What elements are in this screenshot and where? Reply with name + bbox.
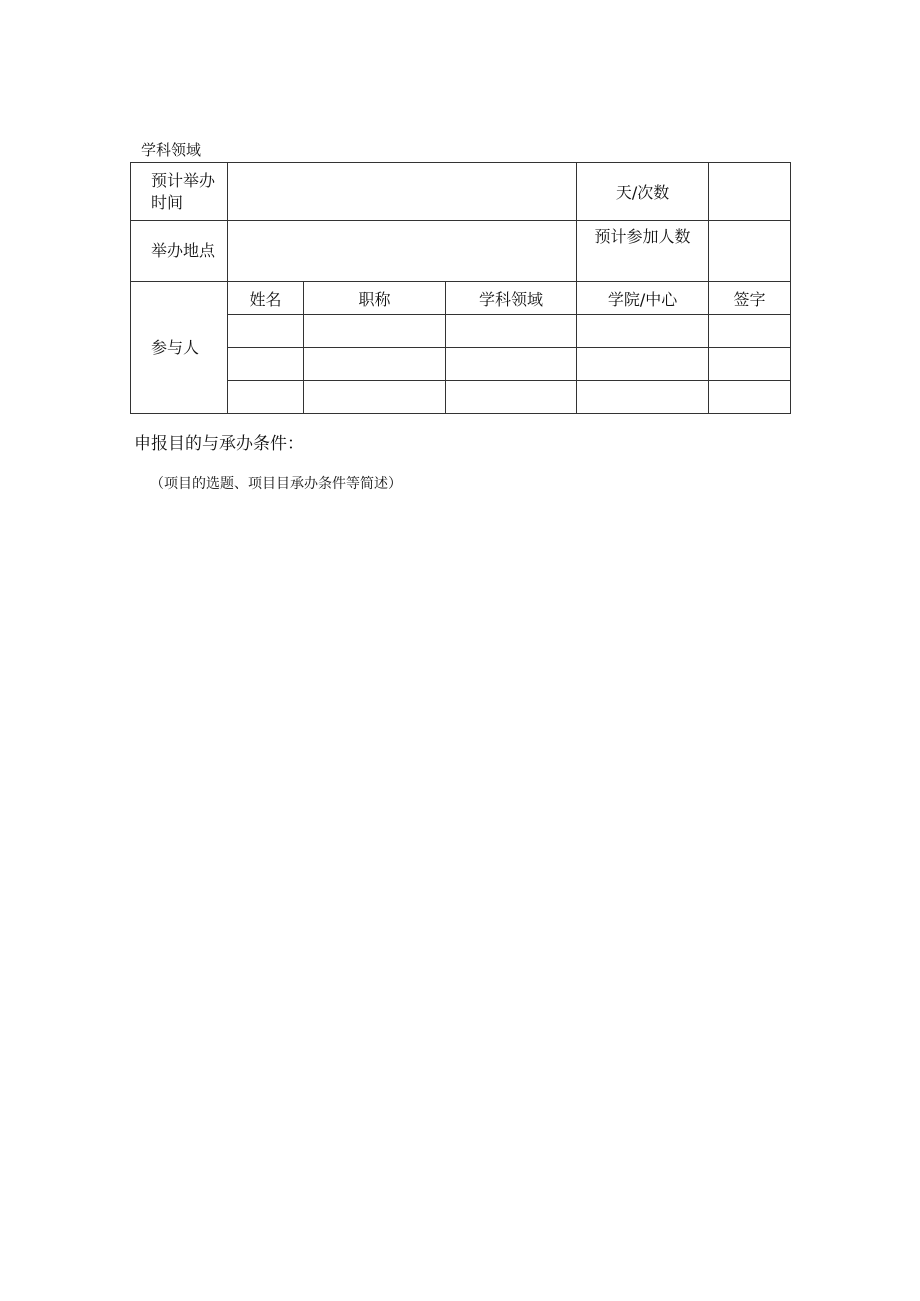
participant-subject-cell[interactable] — [446, 348, 577, 381]
venue-label: 举办地点 — [131, 221, 228, 282]
participant-signature-cell[interactable] — [709, 348, 791, 381]
participant-name-cell[interactable] — [228, 381, 304, 414]
column-header-subject: 学科领域 — [446, 282, 577, 315]
table-row — [131, 282, 791, 315]
participant-title-cell[interactable] — [304, 381, 446, 414]
column-header-title: 职称 — [304, 282, 446, 315]
purpose-section-note: （项目的选题、项目目承办条件等简述） — [150, 476, 402, 492]
days-count-field[interactable] — [709, 163, 791, 221]
table-row — [131, 163, 791, 221]
participant-signature-cell[interactable] — [709, 315, 791, 348]
participant-subject-cell[interactable] — [446, 381, 577, 414]
purpose-section-title: 申报目的与承办条件： — [134, 434, 304, 454]
expected-attendees-field[interactable] — [709, 221, 791, 282]
venue-field[interactable] — [228, 221, 577, 282]
days-count-label: 天/次数 — [577, 163, 709, 221]
participant-college-cell[interactable] — [577, 315, 709, 348]
participant-title-cell[interactable] — [304, 348, 446, 381]
column-header-name: 姓名 — [228, 282, 304, 315]
expected-attendees-label: 预计参加人数 — [577, 221, 709, 282]
table-row — [131, 315, 791, 348]
subject-area-label: 学科领域 — [141, 141, 202, 159]
column-header-signature: 签字 — [709, 282, 791, 315]
application-form-table — [130, 162, 791, 414]
table-row — [131, 221, 791, 282]
participant-name-cell[interactable] — [228, 348, 304, 381]
planned-time-label: 预计举办时间 — [131, 163, 228, 221]
table-row — [131, 381, 791, 414]
participant-signature-cell[interactable] — [709, 381, 791, 414]
participants-label: 参与人 — [131, 282, 228, 414]
participant-college-cell[interactable] — [577, 348, 709, 381]
participant-title-cell[interactable] — [304, 315, 446, 348]
participant-subject-cell[interactable] — [446, 315, 577, 348]
table-row — [131, 348, 791, 381]
participant-college-cell[interactable] — [577, 381, 709, 414]
column-header-college: 学院/中心 — [577, 282, 709, 315]
participant-name-cell[interactable] — [228, 315, 304, 348]
planned-time-field[interactable] — [228, 163, 577, 221]
